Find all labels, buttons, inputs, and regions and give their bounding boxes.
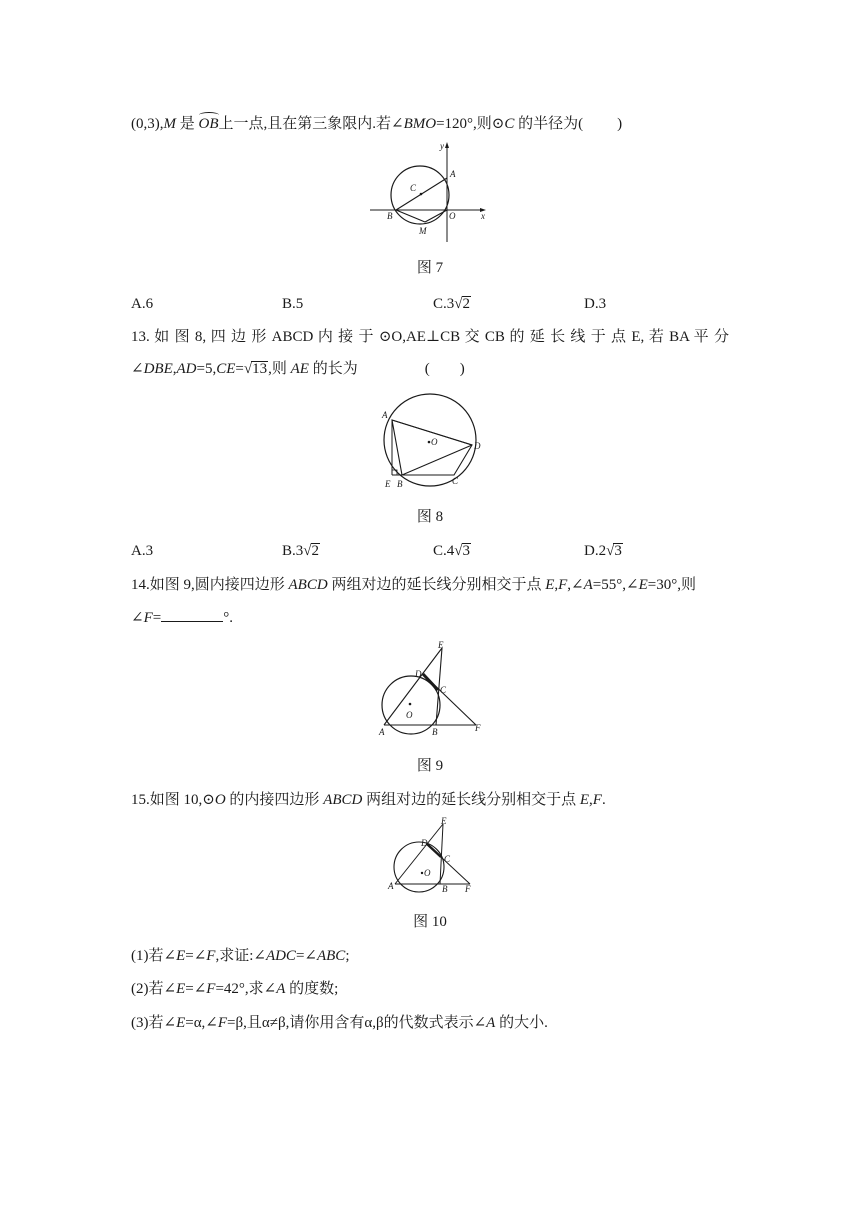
q13-option-c[interactable]: C.4√3: [433, 543, 470, 559]
q12-option-a[interactable]: A.6: [131, 296, 154, 312]
q12-option-c[interactable]: C.3√2: [433, 296, 470, 312]
q12-option-d[interactable]: D.3: [584, 296, 607, 312]
label-x: x: [481, 211, 485, 221]
label-o: O: [424, 868, 431, 878]
q13-option-a[interactable]: A.3: [131, 543, 154, 559]
label-b: B: [387, 211, 393, 221]
figure-10: [386, 814, 478, 894]
label-y: y: [440, 141, 444, 151]
label-m: M: [419, 226, 427, 236]
label-a: A: [450, 169, 456, 179]
label-d: D: [415, 669, 422, 679]
label-c: C: [444, 854, 451, 864]
label-o: O: [431, 437, 438, 447]
label-e: E: [438, 640, 444, 650]
q13-stem-line2: ∠DBE,AD=5,CE=√13,则 AE 的长为 ( ): [131, 361, 465, 377]
q13-stem-line1: 13. 如 图 8, 四 边 形 ABCD 内 接 于 ⊙O,AE⊥CB 交 CB 的 延 长 线 于 点 E, 若 BA 平 分: [131, 329, 729, 345]
q15-part-3: (3)若∠E=α,∠F=β,且α≠β,请你用含有α,β的代数式表示∠A 的大小.: [131, 1015, 548, 1031]
label-a: A: [382, 410, 388, 420]
figure-7: [368, 140, 492, 244]
q13-option-d[interactable]: D.2√3: [584, 543, 622, 559]
figure-9: [374, 638, 490, 742]
label-o: O: [449, 211, 456, 221]
label-b: B: [397, 479, 403, 489]
q14-stem-line2: ∠F= °.: [131, 607, 233, 628]
label-f: F: [465, 884, 471, 894]
q15-part-2: (2)若∠E=∠F=42°,求∠A 的度数;: [131, 981, 339, 997]
label-f: F: [475, 723, 481, 733]
figure-8-caption: 图 8: [416, 509, 444, 525]
label-b: B: [442, 884, 448, 894]
label-d: D: [421, 838, 428, 848]
label-c: C: [410, 183, 417, 193]
arc-ob: OB: [198, 116, 219, 132]
figure-10-caption: 图 10: [413, 914, 447, 930]
figure-7-caption: 图 7: [416, 260, 444, 276]
figure-9-caption: 图 9: [416, 758, 444, 774]
q14-stem-line1: 14.如图 9,圆内接四边形 ABCD 两组对边的延长线分别相交于点 E,F,∠A=55°,∠E=30°,则: [131, 577, 696, 593]
figure-8: [378, 388, 488, 492]
label-c: C: [452, 476, 459, 486]
q15-stem: 15.如图 10,⊙O 的内接四边形 ABCD 两组对边的延长线分别相交于点 E,F.: [131, 792, 606, 808]
q12-stem: (0,3),M 是 OB上一点,且在第三象限内.若∠BMO=120°,则⊙C 的半径为( ): [131, 116, 623, 132]
label-d: D: [474, 441, 481, 451]
label-c: C: [440, 685, 447, 695]
label-b: B: [432, 727, 438, 737]
label-a: A: [388, 881, 394, 891]
q13-option-b[interactable]: B.3√2: [282, 543, 319, 559]
q12-option-b[interactable]: B.5: [282, 296, 304, 312]
label-o: O: [406, 710, 413, 720]
label-e: E: [441, 816, 447, 826]
label-e: E: [385, 479, 391, 489]
label-a: A: [379, 727, 385, 737]
answer-blank[interactable]: [161, 607, 223, 622]
q15-part-1: (1)若∠E=∠F,求证:∠ADC=∠ABC;: [131, 948, 350, 964]
